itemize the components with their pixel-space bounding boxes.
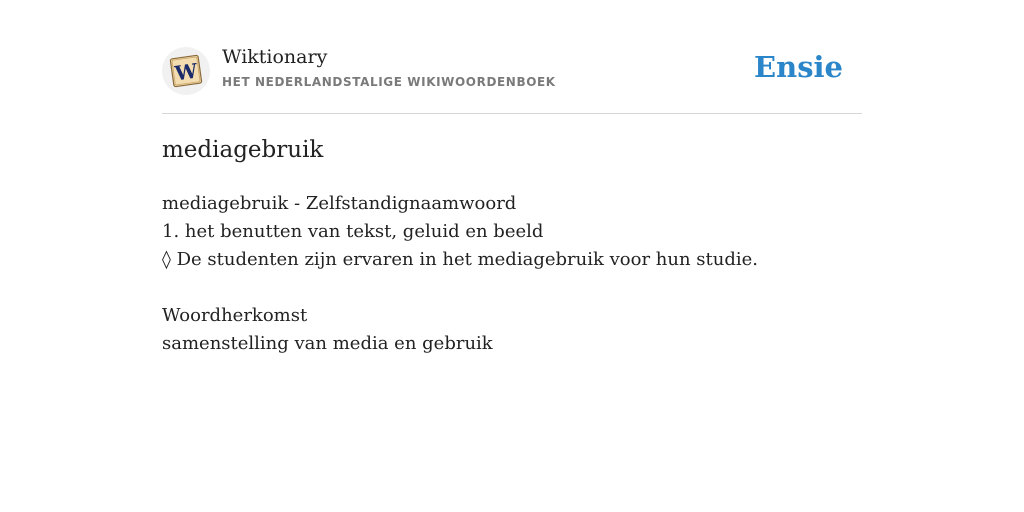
definition-line: 1. het benutten van tekst, geluid en beeld (162, 221, 544, 242)
example-line: ◊ De studenten zijn ervaren in het mediagebruik voor hun studie. (162, 249, 758, 270)
wiktionary-tile-icon (162, 47, 210, 95)
page-title: mediagebruik (162, 137, 324, 163)
site-tagline: HET NEDERLANDSTALIGE WIKIWOORDENBOEK (222, 75, 556, 89)
entry-body (162, 190, 758, 358)
etymology-text: samenstelling van media en gebruik (162, 333, 493, 354)
ensie-brand-link[interactable]: Ensie (754, 50, 843, 84)
etymology-heading: Woordherkomst (162, 305, 308, 326)
headword-line: mediagebruik - Zelfstandignaamwoord (162, 193, 517, 214)
site-name[interactable]: Wiktionary (222, 46, 328, 68)
logo-letter: W (173, 58, 199, 86)
site-header (162, 0, 862, 114)
wiktionary-logo-icon[interactable] (162, 47, 210, 95)
spacer (162, 274, 758, 302)
page (162, 0, 862, 354)
